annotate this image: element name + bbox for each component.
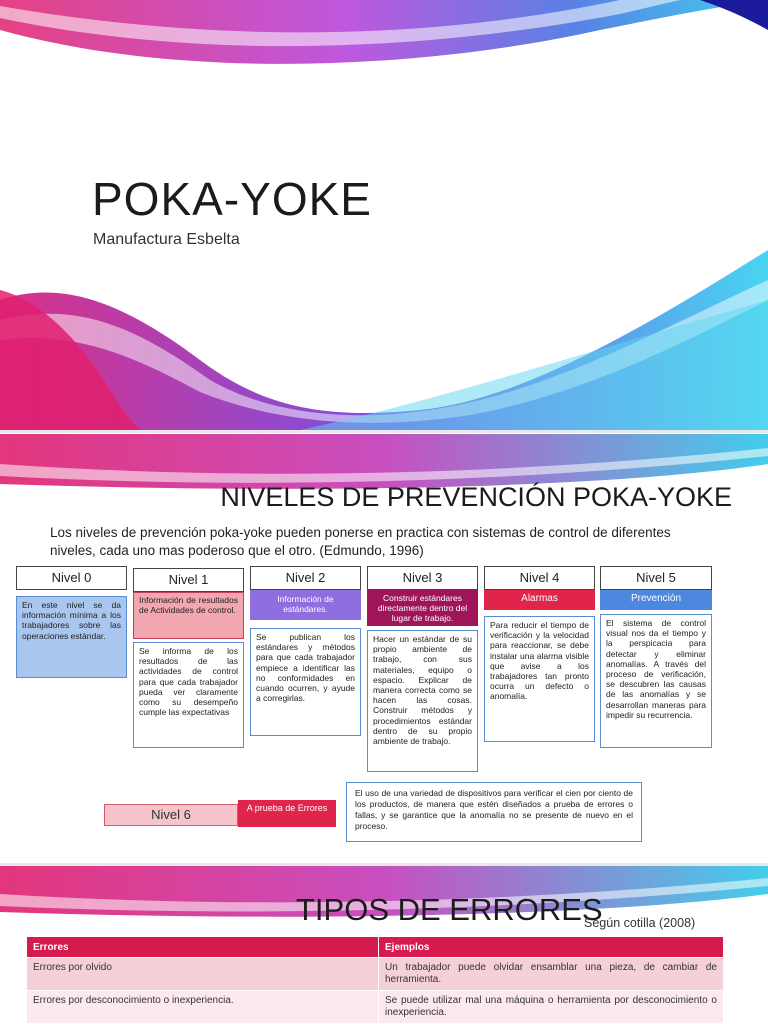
citation: Según cotilla (2008) [584, 916, 696, 930]
level-0-description: En este nivel se da información mínima a los trabajadores sobre las operaciones estándar. [16, 596, 127, 678]
level-2-header: Nivel 2 [250, 566, 361, 590]
level-6-subtitle: A prueba de Errores [238, 800, 336, 827]
level-1-description: Se informa de los resultados de las actividades de control para que cada trabajador pueda ver claramente como su desempeño cumple las expectativas [133, 642, 244, 748]
presentation-subtitle: Manufactura Esbelta [93, 231, 240, 248]
column-header-ejemplos: Ejemplos [379, 937, 724, 958]
error-type-cell: Errores por desconocimiento o inexperiencia. [27, 991, 379, 1024]
level-2-description: Se publican los estándares y métodos para que cada trabajador empiece a identificar las no conformidades en cuando ocurren, y ayude a corregirlas. [250, 628, 361, 736]
level-6-description: El uso de una variedad de dispositivos para verificar el cien por ciento de los productos, de manera que estén diseñados a prueba de errores o fallas, y se garantice que la anomalía no se presente de nuevo en el proceso. [346, 782, 642, 842]
level-5-subtitle: Prevención [600, 590, 712, 610]
level-4-subtitle: Alarmas [484, 590, 595, 610]
level-3-description: Hacer un estándar de su propio ambiente de trabajo, con sus materiales, equipo o espacio. Explicar de manera correcta como se hacen las cosas. Construir métodos y procedimientos estándar dentro de su propio ambiente de trabajo. [367, 630, 478, 772]
level-5-header: Nivel 5 [600, 566, 712, 590]
table-row [27, 958, 724, 991]
level-3-header: Nivel 3 [367, 566, 478, 590]
example-cell: Un trabajador puede olvidar ensamblar una pieza, de cambiar de herramienta. [379, 958, 724, 991]
level-4-header: Nivel 4 [484, 566, 595, 590]
slide-levels [0, 434, 768, 864]
slide-error-types [0, 866, 768, 1024]
level-2-subtitle: Información de estándares. [250, 590, 361, 620]
slide-title [0, 0, 768, 430]
table-row [27, 991, 724, 1024]
slide-title-levels: NIVELES DE PREVENCIÓN POKA-YOKE [220, 482, 732, 512]
level-5-description: El sistema de control visual nos da el tiempo y la perspicacia para detectar y eliminar anomalías. A través del proceso de verificación, se descubren las causas de las anomalías y se desarrollan maneras para impedir su recurrencia. [600, 614, 712, 748]
slide-divider [0, 430, 768, 433]
level-1-subtitle: Información de resultados de Actividades de control. [133, 592, 244, 639]
table-header-row [27, 937, 724, 958]
level-1-header: Nivel 1 [133, 568, 244, 592]
errors-table [26, 936, 724, 1024]
slide-title-errors: TIPOS DE ERRORES [296, 892, 603, 927]
error-type-cell: Errores por olvido [27, 958, 379, 991]
level-0-header: Nivel 0 [16, 566, 127, 590]
example-cell: Se puede utilizar mal una máquina o herramienta por desconocimiento o inexperiencia. [379, 991, 724, 1024]
level-4-description: Para reducir el tiempo de verificación y la velocidad para reaccionar, se debe instalar una alarma visible que avise a los trabajadores tan pronto ocurra un defecto o anomalía. [484, 616, 595, 742]
level-6-header: Nivel 6 [104, 804, 238, 826]
level-3-subtitle: Construir estándares directamente dentro del lugar de trabajo. [367, 590, 478, 626]
intro-paragraph: Los niveles de prevención poka-yoke pueden ponerse en practica con sistemas de control de diferentes niveles, cada uno mas poderoso que el otro. (Edmundo, 1996) [50, 525, 671, 558]
presentation-title: POKA-YOKE [92, 173, 372, 225]
column-header-errores: Errores [27, 937, 379, 958]
